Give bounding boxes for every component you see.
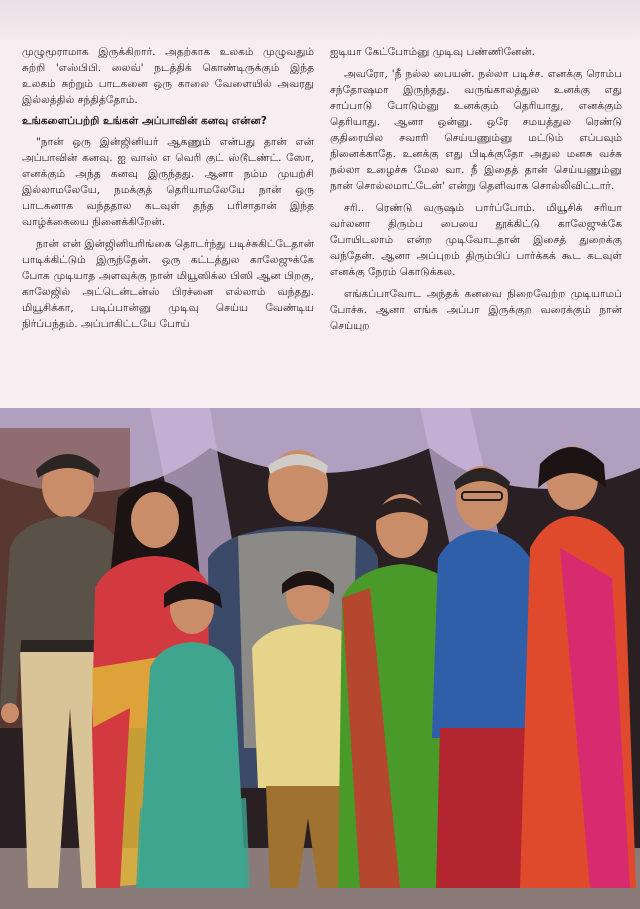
previous-page-bleed [0,0,640,40]
article-paragraph: "நான் ஒரு இன்ஜினியர் ஆகணும் என்பது தான் என் அப்பாவின் கனவு. ஐ வாஸ் எ வெரி குட் ஸ்டூடண்ட். ஸோ, எனக்கும் அந்த கனவு இருந்தது. ஆனா நம்ம முயற்சி இல்லாமலேயே, நமக்குத் தெரியாமலேயே நான் ஒரு பாடகனாக வந்ததால கடவுள் தந்த பரிசாதான் இந்த வாழ்க்கையை நினைக்கிறேன். [22,136,314,228]
right-column [330,44,622,404]
article-paragraph: சரி.. ரெண்டு வருஷம் பார்ப்போம். மியூசிக் சரியா வர்லனா திரும்ப பையை தூக்கிட்டு காலேஜுக்கே போயிடலாம் என்ற முடிவோடதான் இசைத் துறைக்கு வந்தேன். ஆனா அப்புறம் திரும்பிப் பார்க்கக் கூட கடவுள் எனக்கு நேரம் கொடுக்கல. [330,202,622,278]
interview-question: உங்களைப்பற்றி உங்கள் அப்பாவின் கனவு என்ன? [22,115,267,127]
family-photo [0,408,640,909]
article-body [22,44,622,404]
article-paragraph: நான் என் இன்ஜினியரிங்கை தொடர்ந்து படிச்சுகிட்டேதான் பாடிக்கிட்டும் இருந்தேன். ஒரு கட்டத்துல காலேஜுக்கே போக முடியாத அளவுக்கு நான் மியூஸிக்ல பிஸி ஆன பிறகு, காலேஜில் அட்டென்டன்ஸ் பிரச்னை எல்லாம் வந்தது. மியூசிக்கா, படிப்பான்னு முடிவு செய்ய வேண்டிய நிர்ப்பந்தம். அப்பாகிட்டயே போய் [22,238,314,330]
article-paragraph: ஐடியா கேட்போம்னு முடிவு பண்ணினேன். [330,46,536,58]
family-photo-illustration [0,408,640,909]
article-paragraph: எங்கப்பாவோட அந்தக் கனவை நிறைவேற்ற முடியாமப் போச்சு. ஆனா எங்க அப்பா இருக்குற வரைக்கும் நான் செய்யுற [330,288,622,332]
article-paragraph: அவரோ, 'நீ நல்ல பையன். நல்லா படிச்ச. எனக்கு ரொம்ப சந்தோஷமா இருந்தது. வருங்காலத்துல உனக்கு எது சாப்பாடு போடும்னு உனக்கும் தெரியாது, எனக்கும் தெரியாது. ஆனா ஒன்னு. ஒரே சமயத்துல ரெண்டு குதிரையில சவாரி செய்யணும்னு மட்டும் எப்பவும் நினைக்காதே. உனக்கு எது பிடிக்குதோ அதுல மனசு வச்சு நல்லா உழைச்சு மேல வா. நீ இதைத் தான் செய்யணும்னு நான் சொல்லமாட்டேன்' என்று தெளிவாக சொல்லிவிட்டார். [330,68,622,192]
article-paragraph: முழுமூராமாக இருக்கிறார். அதற்காக உலகம் முழுவதும் சுற்றி 'எஸ்பிபி. லைவ்' நடத்திக் கொண்டிருக்கும் இந்த உலகம் சுற்றும் பாடகனை ஒரு காலை வேளையில் அவரது இல்லத்தில் சந்தித்தோம். [22,46,314,106]
left-column [22,44,314,404]
